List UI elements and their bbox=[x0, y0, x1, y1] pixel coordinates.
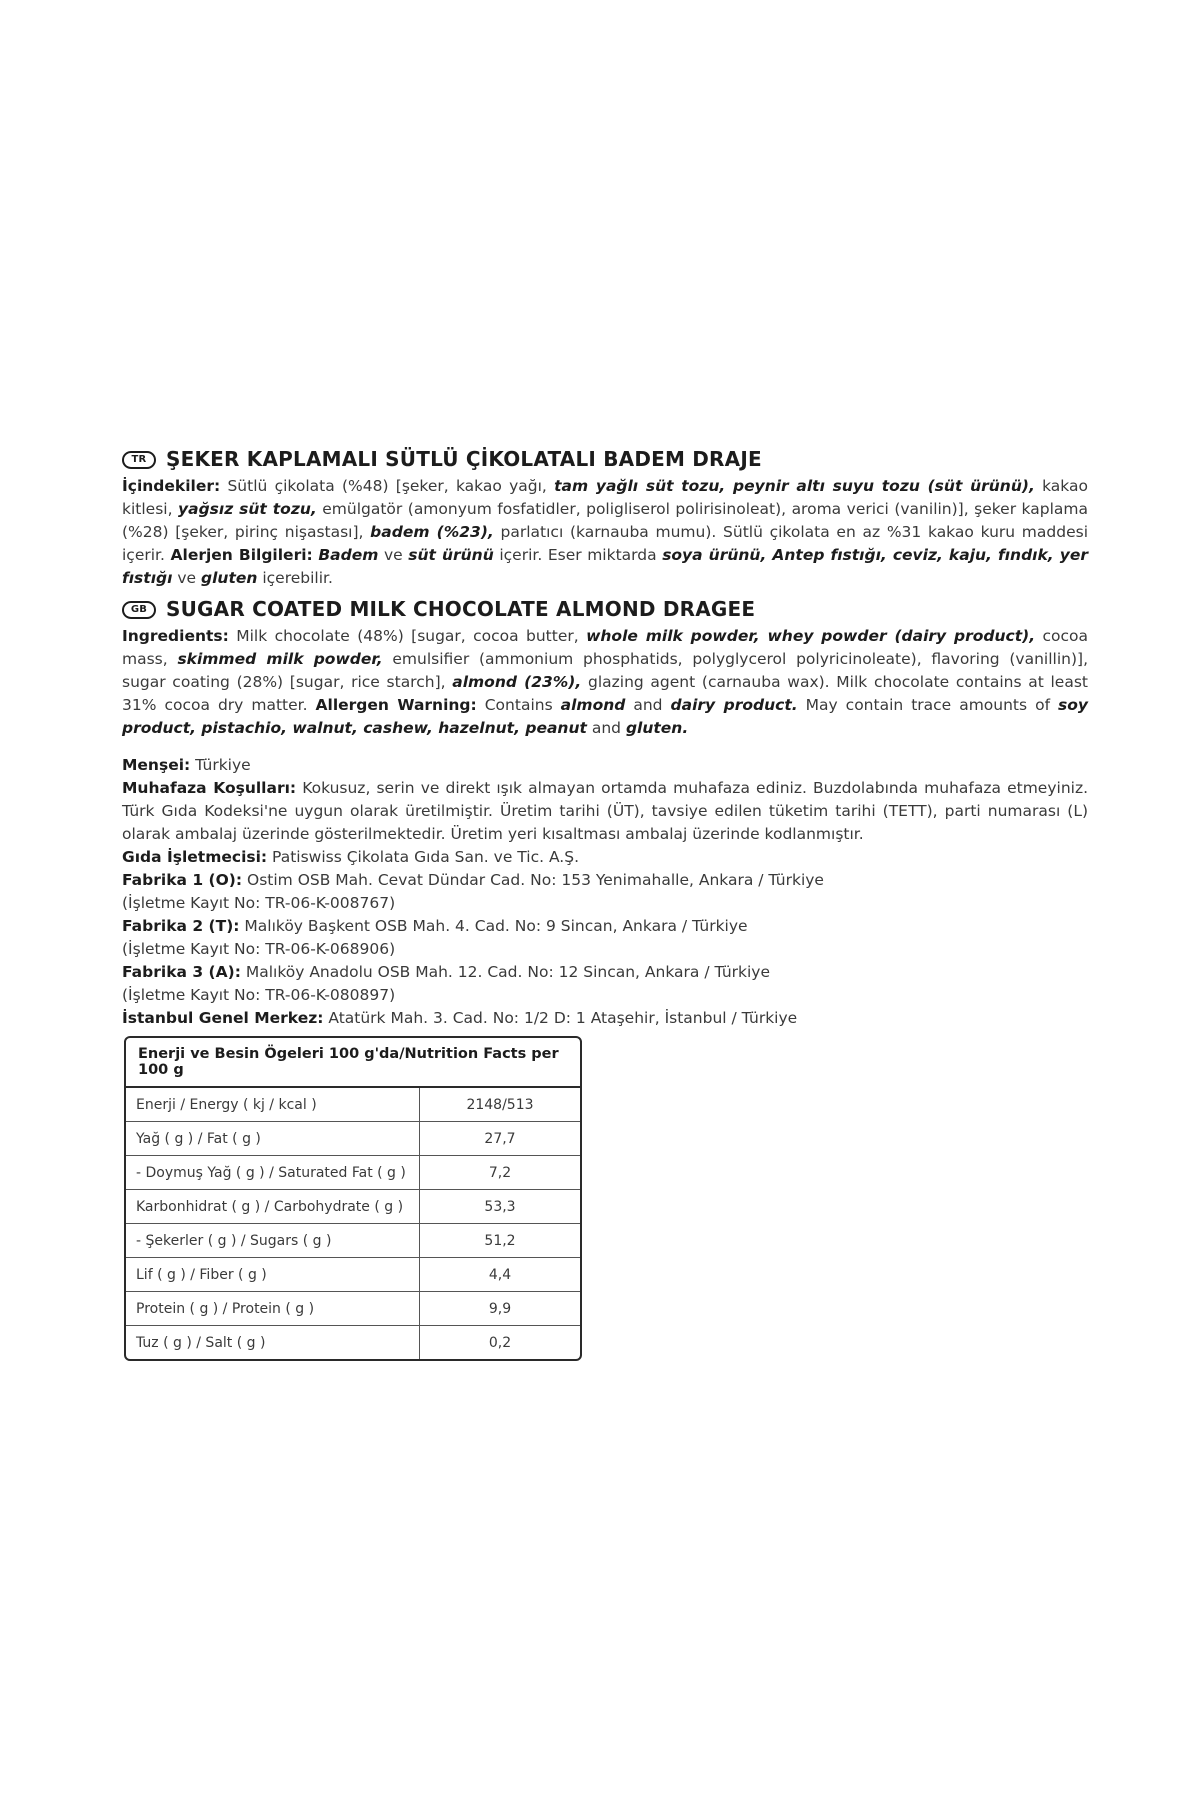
gb-title: SUGAR COATED MILK CHOCOLATE ALMOND DRAGEE bbox=[166, 597, 756, 621]
storage-line: Muhafaza Koşulları: Kokusuz, serin ve direkt ışık almayan ortamda muhafaza ediniz. Buzdolabında muhafaza etmeyiniz. Türk Gıda Kodeksi'ne uygun olarak üretilmiştir. Üretim tarihi (ÜT), tavsiye edilen tüketim tarihi (TETT), parti numarası (L) olarak ambalaj üzerinde gösterilmektedir. Üretim yeri kısaltması ambalaj üzerinde kodlanmıştır. bbox=[122, 779, 1089, 843]
gb-section bbox=[122, 598, 1088, 740]
nutrition-row: Yağ ( g ) / Fat ( g ) 27,7 bbox=[126, 1122, 580, 1156]
product-label bbox=[122, 448, 1088, 1030]
factory2-line: Fabrika 2 (T): Malıköy Başkent OSB Mah. 4. Cad. No: 9 Sincan, Ankara / Türkiye bbox=[122, 917, 748, 935]
factory3-reg: (İşletme Kayıt No: TR-06-K-080897) bbox=[122, 986, 396, 1004]
gb-flag-icon: GB bbox=[122, 601, 156, 619]
nutrition-row: - Şekerler ( g ) / Sugars ( g ) 51,2 bbox=[126, 1224, 580, 1258]
hq-line: İstanbul Genel Merkez: Atatürk Mah. 3. Cad. No: 1/2 D: 1 Ataşehir, İstanbul / Türkiye bbox=[122, 1009, 798, 1027]
gb-heading bbox=[122, 598, 1088, 621]
nutrition-row: Karbonhidrat ( g ) / Carbohydrate ( g ) 53,3 bbox=[126, 1190, 580, 1224]
nutrition-row: - Doymuş Yağ ( g ) / Saturated Fat ( g ) 7,2 bbox=[126, 1156, 580, 1190]
gb-ingredients: Ingredients: Milk chocolate (48%) [sugar, cocoa butter, whole milk powder, whey powder (dairy product), cocoa mass, skimmed milk powder, emulsifier (ammonium phosphatids, polyglycerol polyricinoleate), flavoring (vanillin)], sugar coating (28%) [sugar, rice starch], almond (23%), glazing agent (carnauba wax). Milk chocolate contains at least 31% cocoa dry matter. Allergen Warning: Contains almond and dairy product. May contain trace amounts of soy product, pistachio, walnut, cashew, hazelnut, peanut and gluten. bbox=[122, 627, 1089, 737]
nutrition-row: Enerji / Energy ( kj / kcal ) 2148/513 bbox=[126, 1088, 580, 1122]
tr-heading bbox=[122, 448, 1088, 471]
info-block bbox=[122, 754, 1088, 1030]
tr-flag-icon: TR bbox=[122, 451, 156, 469]
tr-ingredients: İçindekiler: Sütlü çikolata (%48) [şeker, kakao yağı, tam yağlı süt tozu, peynir altı suyu tozu (süt ürünü), kakao kitlesi, yağsız süt tozu, emülgatör (amonyum fosfatidler, poligliserol polirisinoleat), aroma verici (vanilin)], şeker kaplama (%28) [şeker, pirinç nişastası], badem (%23), parlatıcı (karnauba mumu). Sütlü çikolata en az %31 kakao kuru maddesi içerir. Alerjen Bilgileri: Badem ve süt ürünü içerir. Eser miktarda soya ürünü, Antep fıstığı, ceviz, kaju, fındık, yer fıstığı ve gluten içerebilir. bbox=[122, 477, 1088, 587]
factory2-reg: (İşletme Kayıt No: TR-06-K-068906) bbox=[122, 940, 396, 958]
origin-line: Menşei: Türkiye bbox=[122, 756, 251, 774]
factory1-reg: (İşletme Kayıt No: TR-06-K-008767) bbox=[122, 894, 396, 912]
nutrition-table bbox=[124, 1036, 582, 1361]
operator-line: Gıda İşletmecisi: Patiswiss Çikolata Gıda San. ve Tic. A.Ş. bbox=[122, 848, 579, 866]
factory3-line: Fabrika 3 (A): Malıköy Anadolu OSB Mah. 12. Cad. No: 12 Sincan, Ankara / Türkiye bbox=[122, 963, 771, 981]
tr-section bbox=[122, 448, 1088, 590]
factory1-line: Fabrika 1 (O): Ostim OSB Mah. Cevat Dündar Cad. No: 153 Yenimahalle, Ankara / Türkiye bbox=[122, 871, 824, 889]
nutrition-header: Enerji ve Besin Ögeleri 100 g'da/Nutrition Facts per 100 g bbox=[126, 1038, 580, 1088]
tr-title: ŞEKER KAPLAMALI SÜTLÜ ÇİKOLATALI BADEM DRAJE bbox=[166, 447, 762, 471]
nutrition-row: Lif ( g ) / Fiber ( g ) 4,4 bbox=[126, 1258, 580, 1292]
nutrition-row: Protein ( g ) / Protein ( g ) 9,9 bbox=[126, 1292, 580, 1326]
nutrition-row: Tuz ( g ) / Salt ( g ) 0,2 bbox=[126, 1326, 580, 1359]
